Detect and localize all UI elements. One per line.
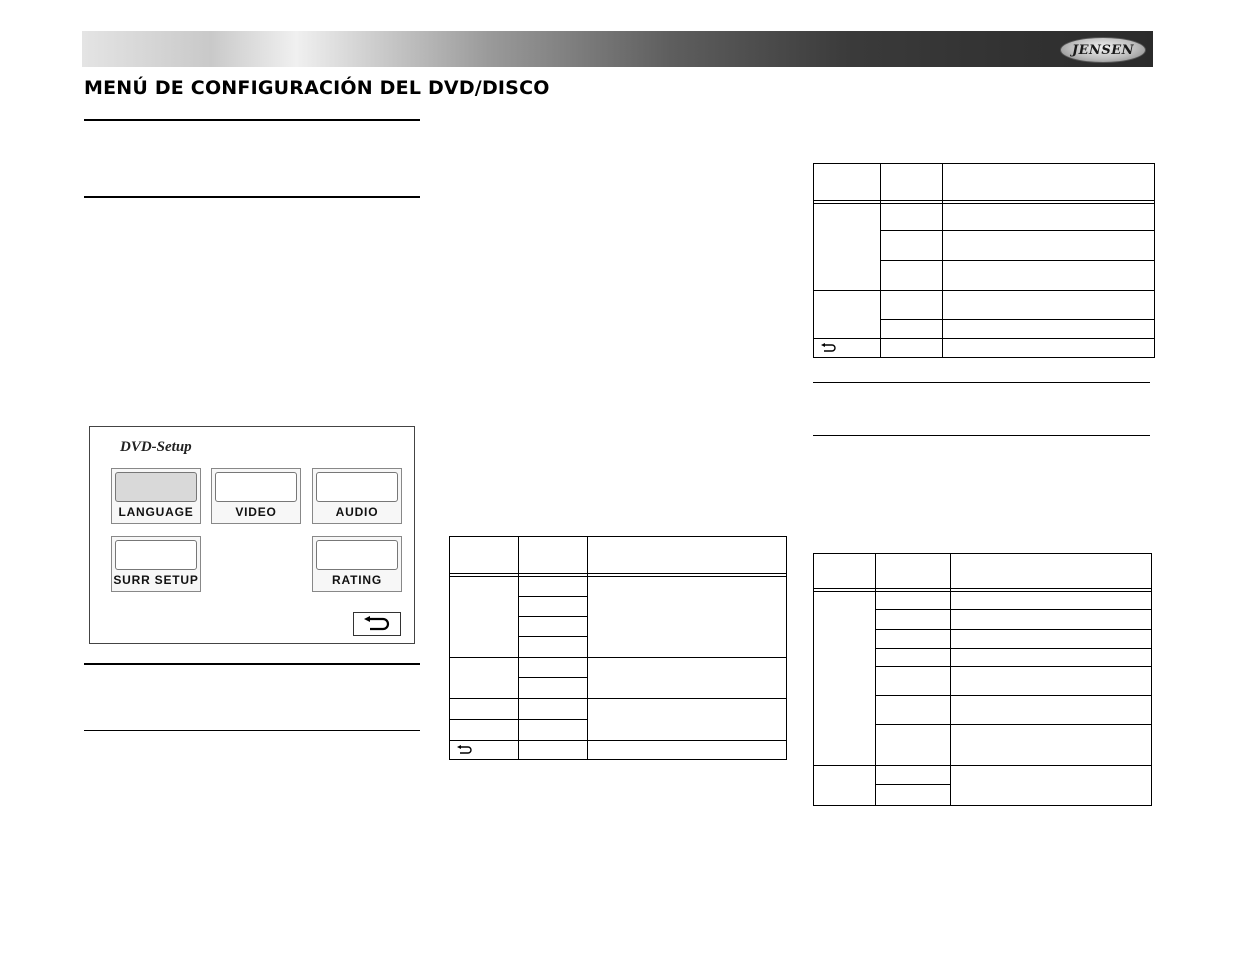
row-line bbox=[518, 636, 587, 637]
section-rule bbox=[813, 435, 1150, 436]
row-line bbox=[450, 719, 587, 720]
column-line bbox=[875, 554, 876, 805]
row-line bbox=[875, 666, 1151, 667]
section-rule bbox=[84, 730, 420, 731]
section-rule bbox=[813, 382, 1150, 383]
section-rule bbox=[84, 119, 420, 121]
row-line bbox=[518, 616, 587, 617]
return-arrow-icon bbox=[362, 616, 392, 632]
row-line bbox=[518, 596, 587, 597]
row-line bbox=[814, 290, 1154, 291]
row-line bbox=[875, 609, 1151, 610]
rating-tile-label: RATING bbox=[332, 573, 382, 587]
row-line bbox=[814, 765, 1151, 766]
top-right-table bbox=[813, 163, 1155, 358]
bottom-right-table bbox=[813, 553, 1152, 806]
row-line bbox=[875, 724, 1151, 725]
tile-display bbox=[316, 540, 398, 570]
row-line bbox=[450, 657, 786, 658]
brand-logo-text: JENSEN bbox=[1071, 42, 1135, 58]
section-rule bbox=[84, 663, 420, 665]
brand-logo bbox=[1060, 37, 1146, 63]
column-line bbox=[518, 537, 519, 759]
rating-tile[interactable] bbox=[312, 536, 402, 592]
video-tile[interactable] bbox=[211, 468, 301, 524]
table-header-rule bbox=[814, 591, 1151, 592]
dvd-setup-screen bbox=[89, 426, 415, 644]
return-arrow-icon bbox=[820, 343, 838, 353]
audio-tile-label: AUDIO bbox=[335, 505, 379, 519]
column-line bbox=[950, 554, 951, 805]
surr-setup-tile-label: SURR SETUP bbox=[113, 573, 199, 587]
tile-display bbox=[115, 472, 197, 502]
row-line bbox=[518, 677, 587, 678]
header-banner bbox=[82, 31, 1153, 67]
table-header-rule bbox=[450, 576, 786, 577]
dvd-setup-title: DVD-Setup bbox=[120, 439, 192, 455]
column-line bbox=[587, 537, 588, 759]
row-line bbox=[450, 740, 786, 741]
section-rule bbox=[84, 196, 420, 198]
tile-display bbox=[316, 472, 398, 502]
back-button[interactable] bbox=[353, 612, 401, 636]
table-header-rule bbox=[814, 203, 1154, 204]
row-line bbox=[880, 230, 1154, 231]
return-arrow-icon bbox=[456, 745, 474, 755]
page-title: MENÚ DE CONFIGURACIÓN DEL DVD/DISCO bbox=[84, 77, 550, 99]
surr-setup-tile[interactable] bbox=[111, 536, 201, 592]
row-line bbox=[880, 260, 1154, 261]
row-line bbox=[875, 629, 1151, 630]
tile-display bbox=[215, 472, 297, 502]
row-line bbox=[875, 695, 1151, 696]
video-tile-label: VIDEO bbox=[235, 505, 277, 519]
row-line bbox=[880, 319, 1154, 320]
middle-table bbox=[449, 536, 787, 760]
row-line bbox=[875, 784, 950, 785]
table-header-rule bbox=[814, 588, 1151, 589]
language-tile[interactable] bbox=[111, 468, 201, 524]
table-header-rule bbox=[814, 200, 1154, 201]
table-header-rule bbox=[450, 573, 786, 574]
row-line bbox=[450, 698, 786, 699]
tile-display bbox=[115, 540, 197, 570]
row-line bbox=[814, 338, 1154, 339]
row-line bbox=[875, 648, 1151, 649]
audio-tile[interactable] bbox=[312, 468, 402, 524]
language-tile-label: LANGUAGE bbox=[118, 505, 194, 519]
